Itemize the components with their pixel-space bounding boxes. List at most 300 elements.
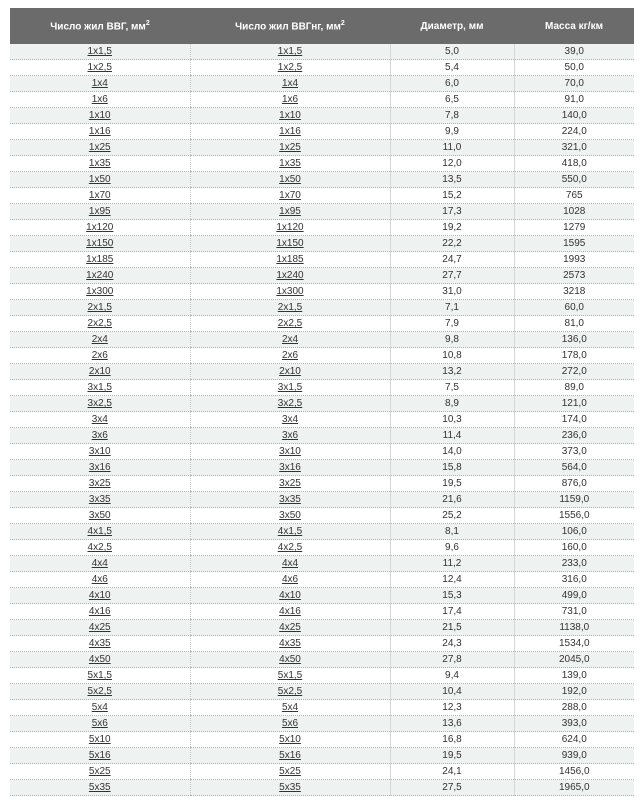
vvgng-cores-link[interactable]: 2x1,5	[277, 302, 303, 313]
vvg-cores-cell	[10, 716, 190, 732]
table-row	[10, 780, 634, 796]
vvgng-cores-link[interactable]: 3x2,5	[277, 398, 303, 409]
vvg-cores-link[interactable]: 4x6	[91, 574, 108, 585]
vvgng-cores-link[interactable]: 3x16	[279, 462, 301, 473]
mass-cell: 731,0	[514, 604, 634, 620]
diameter-cell: 19,5	[390, 476, 514, 492]
vvgng-cores-link[interactable]: 2x2,5	[277, 318, 303, 329]
vvg-cores-cell	[10, 540, 190, 556]
diameter-cell: 10,8	[390, 348, 514, 364]
mass-cell: 136,0	[514, 332, 634, 348]
vvg-cores-link[interactable]: 2x1,5	[87, 302, 112, 313]
vvgng-cores-cell	[190, 284, 390, 300]
table-row	[10, 524, 634, 540]
table-row	[10, 44, 634, 60]
vvgng-cores-cell	[190, 396, 390, 412]
vvg-cores-link[interactable]: 4x10	[88, 590, 111, 601]
vvg-cores-link[interactable]: 3x4	[91, 414, 108, 425]
mass-cell: 3218	[514, 284, 634, 300]
vvg-cores-cell	[10, 172, 190, 188]
vvgng-cores-link[interactable]: 3x50	[279, 510, 301, 521]
vvgng-cores-cell	[190, 172, 390, 188]
vvg-cores-link[interactable]: 1x185	[86, 254, 114, 265]
mass-cell: 624,0	[514, 732, 634, 748]
vvgng-cores-cell	[190, 348, 390, 364]
vvgng-cores-cell	[190, 332, 390, 348]
vvgng-cores-link[interactable]: 1x240	[276, 270, 304, 281]
table-row	[10, 748, 634, 764]
diameter-cell: 10,3	[390, 412, 514, 428]
vvgng-cores-link[interactable]: 1x10	[279, 110, 301, 121]
diameter-cell: 21,6	[390, 492, 514, 508]
vvgng-cores-link[interactable]: 4x25	[279, 622, 301, 633]
vvg-cores-cell	[10, 572, 190, 588]
vvg-cores-cell	[10, 780, 190, 796]
vvg-cores-link[interactable]: 1x35	[88, 158, 111, 169]
table-row	[10, 188, 634, 204]
mass-cell: 192,0	[514, 684, 634, 700]
vvgng-cores-link[interactable]: 3x10	[279, 446, 301, 457]
diameter-cell: 8,9	[390, 396, 514, 412]
vvgng-cores-link[interactable]: 4x1,5	[277, 526, 303, 537]
mass-cell: 50,0	[514, 60, 634, 76]
vvg-cores-cell	[10, 668, 190, 684]
diameter-cell: 5,4	[390, 60, 514, 76]
vvgng-cores-cell	[190, 156, 390, 172]
vvgng-cores-link[interactable]: 4x50	[279, 654, 301, 665]
mass-cell: 939,0	[514, 748, 634, 764]
vvg-cores-cell	[10, 92, 190, 108]
vvg-cores-link[interactable]: 2x10	[88, 366, 111, 377]
vvgng-cores-cell	[190, 316, 390, 332]
vvg-cores-link[interactable]: 1x1,5	[87, 46, 112, 57]
diameter-cell: 7,5	[390, 380, 514, 396]
vvgng-cores-link[interactable]: 1x25	[279, 142, 301, 153]
table-row	[10, 492, 634, 508]
diameter-cell: 13,6	[390, 716, 514, 732]
table-row	[10, 60, 634, 76]
vvgng-cores-link[interactable]: 4x35	[279, 638, 301, 649]
mass-cell: 1965,0	[514, 780, 634, 796]
vvgng-cores-link[interactable]: 4x10	[279, 590, 301, 601]
vvg-cores-cell	[10, 556, 190, 572]
vvg-cores-cell	[10, 108, 190, 124]
diameter-cell: 21,5	[390, 620, 514, 636]
vvg-cores-cell	[10, 380, 190, 396]
vvg-cores-cell	[10, 332, 190, 348]
vvg-cores-link[interactable]: 4x35	[88, 638, 111, 649]
mass-cell: 1534,0	[514, 636, 634, 652]
header-vvgng-cores-sup: 2	[340, 19, 345, 27]
mass-cell: 373,0	[514, 444, 634, 460]
vvg-cores-cell	[10, 60, 190, 76]
table-row	[10, 556, 634, 572]
vvgng-cores-cell	[190, 460, 390, 476]
vvgng-cores-link[interactable]: 1x185	[276, 254, 304, 265]
vvgng-cores-cell	[190, 748, 390, 764]
vvgng-cores-link[interactable]: 1x35	[279, 158, 301, 169]
mass-cell: 316,0	[514, 572, 634, 588]
table-row	[10, 204, 634, 220]
table-row	[10, 412, 634, 428]
mass-cell: 89,0	[514, 380, 634, 396]
vvg-cores-link[interactable]: 4x1,5	[87, 526, 112, 537]
vvg-cores-link[interactable]: 4x50	[88, 654, 111, 665]
vvgng-cores-link[interactable]: 3x1,5	[277, 382, 303, 393]
vvgng-cores-link[interactable]: 2x6	[281, 350, 299, 361]
vvgng-cores-cell	[190, 44, 390, 60]
vvgng-cores-cell	[190, 380, 390, 396]
vvgng-cores-cell	[190, 684, 390, 700]
vvgng-cores-cell	[190, 476, 390, 492]
vvgng-cores-link[interactable]: 1x95	[279, 206, 301, 217]
vvg-cores-link[interactable]: 3x50	[88, 510, 111, 521]
vvg-cores-cell	[10, 300, 190, 316]
diameter-cell: 7,8	[390, 108, 514, 124]
vvgng-cores-link[interactable]: 1x6	[281, 94, 299, 105]
vvgng-cores-link[interactable]: 3x4	[281, 414, 299, 425]
vvgng-cores-cell	[190, 268, 390, 284]
vvgng-cores-link[interactable]: 1x16	[279, 126, 301, 137]
table-row	[10, 284, 634, 300]
vvg-cores-link[interactable]: 1x95	[88, 206, 111, 217]
vvgng-cores-cell	[190, 732, 390, 748]
vvgng-cores-cell	[190, 236, 390, 252]
vvgng-cores-cell	[190, 300, 390, 316]
table-row	[10, 348, 634, 364]
vvg-cores-cell	[10, 188, 190, 204]
vvg-cores-cell	[10, 524, 190, 540]
vvg-cores-link[interactable]: 2x2,5	[87, 318, 112, 329]
vvg-cores-link[interactable]: 1x240	[86, 270, 114, 281]
vvg-cores-link[interactable]: 2x4	[91, 334, 108, 345]
diameter-cell: 12,3	[390, 700, 514, 716]
table-row	[10, 508, 634, 524]
vvg-cores-link[interactable]: 1x16	[88, 126, 111, 137]
table-row	[10, 604, 634, 620]
mass-cell: 1993	[514, 252, 634, 268]
vvgng-cores-link[interactable]: 5x25	[279, 766, 301, 777]
diameter-cell: 11,2	[390, 556, 514, 572]
vvg-cores-cell	[10, 412, 190, 428]
table-row	[10, 764, 634, 780]
vvg-cores-link[interactable]: 4x16	[88, 606, 111, 617]
diameter-cell: 17,4	[390, 604, 514, 620]
diameter-cell: 24,3	[390, 636, 514, 652]
vvgng-cores-cell	[190, 92, 390, 108]
vvg-cores-link[interactable]: 5x16	[88, 750, 111, 761]
vvg-cores-link[interactable]: 3x1,5	[87, 382, 112, 393]
vvgng-cores-cell	[190, 540, 390, 556]
table-body	[10, 44, 634, 796]
diameter-cell: 15,2	[390, 188, 514, 204]
diameter-cell: 25,2	[390, 508, 514, 524]
vvg-cores-cell	[10, 364, 190, 380]
vvg-cores-cell	[10, 220, 190, 236]
vvg-cores-cell	[10, 348, 190, 364]
vvg-cores-cell	[10, 604, 190, 620]
table-row	[10, 92, 634, 108]
diameter-cell: 19,2	[390, 220, 514, 236]
vvg-cores-link[interactable]: 5x25	[88, 766, 111, 777]
diameter-cell: 27,8	[390, 652, 514, 668]
header-vvgng-cores	[190, 8, 390, 44]
vvg-cores-link[interactable]: 3x2,5	[87, 398, 112, 409]
mass-cell: 1456,0	[514, 764, 634, 780]
vvg-cores-link[interactable]: 1x2,5	[87, 62, 112, 73]
vvg-cores-link[interactable]: 3x6	[91, 430, 108, 441]
vvgng-cores-cell	[190, 444, 390, 460]
diameter-cell: 13,2	[390, 364, 514, 380]
table-row	[10, 396, 634, 412]
table-row	[10, 156, 634, 172]
diameter-cell: 9,4	[390, 668, 514, 684]
vvgng-cores-cell	[190, 188, 390, 204]
vvgng-cores-cell	[190, 220, 390, 236]
vvg-cores-link[interactable]: 1x300	[86, 286, 114, 297]
vvg-cores-cell	[10, 732, 190, 748]
table-row	[10, 76, 634, 92]
vvgng-cores-link[interactable]: 5x2,5	[277, 686, 303, 697]
vvg-cores-cell	[10, 44, 190, 60]
table-row	[10, 380, 634, 396]
diameter-cell: 12,4	[390, 572, 514, 588]
vvg-cores-cell	[10, 76, 190, 92]
table-row	[10, 460, 634, 476]
vvgng-cores-cell	[190, 364, 390, 380]
header-vvg-cores-sup: 2	[145, 19, 150, 27]
mass-cell: 139,0	[514, 668, 634, 684]
vvg-cores-cell	[10, 140, 190, 156]
diameter-cell: 7,9	[390, 316, 514, 332]
vvgng-cores-link[interactable]: 1x1,5	[277, 46, 303, 57]
table-row	[10, 300, 634, 316]
table-row	[10, 252, 634, 268]
header-diameter: Диаметр, мм	[390, 8, 514, 44]
diameter-cell: 27,5	[390, 780, 514, 796]
vvg-cores-cell	[10, 588, 190, 604]
vvgng-cores-cell	[190, 60, 390, 76]
vvgng-cores-cell	[190, 604, 390, 620]
vvgng-cores-cell	[190, 428, 390, 444]
mass-cell: 60,0	[514, 300, 634, 316]
vvgng-cores-cell	[190, 508, 390, 524]
table-row	[10, 636, 634, 652]
diameter-cell: 7,1	[390, 300, 514, 316]
vvg-cores-link[interactable]: 1x4	[91, 78, 108, 89]
vvg-cores-link[interactable]: 2x6	[91, 350, 108, 361]
mass-cell: 106,0	[514, 524, 634, 540]
diameter-cell: 6,0	[390, 76, 514, 92]
diameter-cell: 9,9	[390, 124, 514, 140]
cable-specs-table	[10, 8, 634, 796]
table-row	[10, 716, 634, 732]
vvgng-cores-cell	[190, 252, 390, 268]
vvgng-cores-link[interactable]: 1x4	[281, 78, 299, 89]
vvgng-cores-cell	[190, 588, 390, 604]
vvg-cores-link[interactable]: 5x10	[88, 734, 111, 745]
vvg-cores-link[interactable]: 3x25	[88, 478, 111, 489]
vvgng-cores-link[interactable]: 2x4	[281, 334, 299, 345]
vvgng-cores-cell	[190, 700, 390, 716]
diameter-cell: 10,4	[390, 684, 514, 700]
diameter-cell: 9,8	[390, 332, 514, 348]
vvg-cores-link[interactable]: 3x35	[88, 494, 111, 505]
vvg-cores-link[interactable]: 5x4	[91, 702, 108, 713]
mass-cell: 1279	[514, 220, 634, 236]
mass-cell: 550,0	[514, 172, 634, 188]
vvg-cores-link[interactable]: 3x10	[88, 446, 111, 457]
vvg-cores-cell	[10, 396, 190, 412]
vvgng-cores-link[interactable]: 5x1,5	[277, 670, 303, 681]
vvgng-cores-link[interactable]: 3x25	[279, 478, 301, 489]
table-row	[10, 332, 634, 348]
vvgng-cores-link[interactable]: 4x4	[281, 558, 299, 569]
table-row	[10, 652, 634, 668]
vvgng-cores-link[interactable]: 1x120	[276, 222, 304, 233]
vvg-cores-cell	[10, 700, 190, 716]
diameter-cell: 5,0	[390, 44, 514, 60]
vvgng-cores-link[interactable]: 5x35	[279, 782, 301, 793]
vvg-cores-link[interactable]: 1x6	[91, 94, 108, 105]
diameter-cell: 15,8	[390, 460, 514, 476]
vvgng-cores-link[interactable]: 1x2,5	[277, 62, 303, 73]
mass-cell: 765	[514, 188, 634, 204]
vvgng-cores-cell	[190, 108, 390, 124]
vvg-cores-link[interactable]: 5x6	[91, 718, 108, 729]
mass-cell: 393,0	[514, 716, 634, 732]
vvgng-cores-link[interactable]: 1x150	[276, 238, 304, 249]
table-row	[10, 108, 634, 124]
mass-cell: 564,0	[514, 460, 634, 476]
vvg-cores-cell	[10, 428, 190, 444]
vvg-cores-link[interactable]: 1x150	[86, 238, 114, 249]
vvgng-cores-cell	[190, 140, 390, 156]
table-row	[10, 140, 634, 156]
table-row	[10, 172, 634, 188]
mass-cell: 81,0	[514, 316, 634, 332]
vvg-cores-cell	[10, 444, 190, 460]
header-mass: Масса кг/км	[514, 8, 634, 44]
vvg-cores-link[interactable]: 4x25	[88, 622, 111, 633]
mass-cell: 91,0	[514, 92, 634, 108]
mass-cell: 236,0	[514, 428, 634, 444]
diameter-cell: 15,3	[390, 588, 514, 604]
vvgng-cores-cell	[190, 780, 390, 796]
vvgng-cores-cell	[190, 492, 390, 508]
header-vvgng-cores-label: Число жил ВВГнг, мм	[235, 21, 341, 33]
vvg-cores-link[interactable]: 1x25	[88, 142, 111, 153]
diameter-cell: 8,1	[390, 524, 514, 540]
vvgng-cores-link[interactable]: 5x10	[279, 734, 301, 745]
vvgng-cores-link[interactable]: 4x2,5	[277, 542, 303, 553]
vvgng-cores-cell	[190, 652, 390, 668]
mass-cell: 2045,0	[514, 652, 634, 668]
diameter-cell: 24,1	[390, 764, 514, 780]
vvgng-cores-cell	[190, 124, 390, 140]
diameter-cell: 14,0	[390, 444, 514, 460]
table-row	[10, 668, 634, 684]
vvgng-cores-link[interactable]: 1x50	[279, 174, 301, 185]
vvg-cores-link[interactable]: 5x35	[88, 782, 111, 793]
header-vvg-cores	[10, 8, 190, 44]
mass-cell: 2573	[514, 268, 634, 284]
table-row	[10, 428, 634, 444]
diameter-cell: 16,8	[390, 732, 514, 748]
mass-cell: 70,0	[514, 76, 634, 92]
vvgng-cores-cell	[190, 764, 390, 780]
vvgng-cores-link[interactable]: 4x16	[279, 606, 301, 617]
vvg-cores-link[interactable]: 5x2,5	[87, 686, 112, 697]
diameter-cell: 24,7	[390, 252, 514, 268]
diameter-cell: 17,3	[390, 204, 514, 220]
mass-cell: 1138,0	[514, 620, 634, 636]
vvgng-cores-link[interactable]: 3x6	[281, 430, 299, 441]
vvgng-cores-cell	[190, 668, 390, 684]
mass-cell: 876,0	[514, 476, 634, 492]
vvgng-cores-link[interactable]: 1x70	[279, 190, 301, 201]
table-row	[10, 476, 634, 492]
mass-cell: 233,0	[514, 556, 634, 572]
vvgng-cores-link[interactable]: 3x35	[279, 494, 301, 505]
table-row	[10, 572, 634, 588]
mass-cell: 499,0	[514, 588, 634, 604]
vvg-cores-link[interactable]: 4x2,5	[87, 542, 112, 553]
vvgng-cores-link[interactable]: 2x10	[279, 366, 301, 377]
vvg-cores-link[interactable]: 1x50	[88, 174, 111, 185]
table-row	[10, 124, 634, 140]
table-row	[10, 732, 634, 748]
vvgng-cores-cell	[190, 572, 390, 588]
diameter-cell: 19,5	[390, 748, 514, 764]
vvg-cores-link[interactable]: 3x16	[88, 462, 111, 473]
vvgng-cores-link[interactable]: 5x16	[279, 750, 301, 761]
vvg-cores-cell	[10, 236, 190, 252]
vvg-cores-link[interactable]: 1x120	[86, 222, 114, 233]
mass-cell: 39,0	[514, 44, 634, 60]
vvg-cores-link[interactable]: 5x1,5	[87, 670, 112, 681]
vvg-cores-cell	[10, 460, 190, 476]
mass-cell: 178,0	[514, 348, 634, 364]
mass-cell: 160,0	[514, 540, 634, 556]
vvgng-cores-link[interactable]: 1x300	[276, 286, 304, 297]
vvg-cores-cell	[10, 156, 190, 172]
vvgng-cores-cell	[190, 412, 390, 428]
vvgng-cores-link[interactable]: 5x6	[281, 718, 299, 729]
vvg-cores-cell	[10, 124, 190, 140]
mass-cell: 1595	[514, 236, 634, 252]
header-row	[10, 8, 634, 44]
mass-cell: 140,0	[514, 108, 634, 124]
vvg-cores-cell	[10, 684, 190, 700]
header-vvg-cores-label: Число жил ВВГ, мм	[50, 21, 146, 33]
diameter-cell: 9,6	[390, 540, 514, 556]
vvg-cores-cell	[10, 492, 190, 508]
vvgng-cores-link[interactable]: 4x6	[281, 574, 299, 585]
mass-cell: 288,0	[514, 700, 634, 716]
vvgng-cores-link[interactable]: 5x4	[281, 702, 299, 713]
vvg-cores-link[interactable]: 1x10	[88, 110, 111, 121]
diameter-cell: 11,4	[390, 428, 514, 444]
mass-cell: 272,0	[514, 364, 634, 380]
vvg-cores-link[interactable]: 1x70	[88, 190, 111, 201]
vvg-cores-link[interactable]: 4x4	[91, 558, 108, 569]
vvg-cores-cell	[10, 620, 190, 636]
vvg-cores-cell	[10, 508, 190, 524]
table-row	[10, 444, 634, 460]
table-row	[10, 364, 634, 380]
mass-cell: 174,0	[514, 412, 634, 428]
